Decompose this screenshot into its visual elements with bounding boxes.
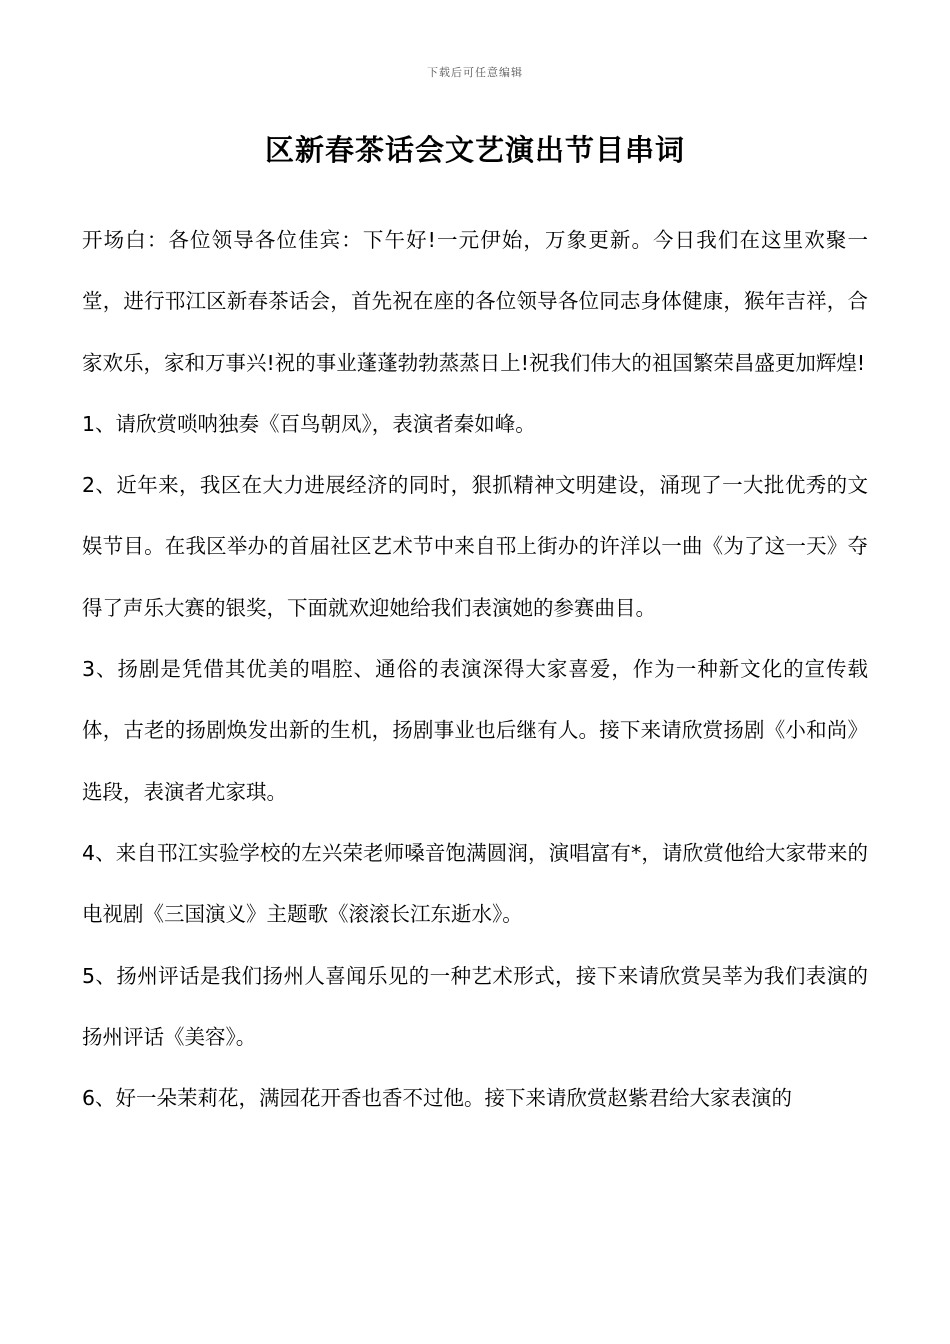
paragraph-item-1: 1、请欣赏唢呐独奏《百鸟朝凤》，表演者秦如峰。 (82, 411, 536, 436)
paragraph-item-4: 4、来自邗江实验学校的左兴荣老师嗓音饱满圆润，演唱富有*，请欣赏他给大家带来的电视剧《三国演义》主题歌《滚滚长江东逝水》。 (82, 840, 868, 927)
paragraph-opening: 开场白：各位领导各位佳宾：下午好!一元伊始，万象更新。今日我们在这里欢聚一堂，进行邗江区新春茶话会，首先祝在座的各位领导各位同志身体健康，猴年吉祥，合家欢乐，家和万事兴!祝的事业蓬蓬勃勃蒸蒸日上!祝我们伟大的祖国繁荣昌盛更加辉煌! (82, 228, 868, 375)
document-title: 区新春茶话会文艺演出节目串词 (264, 133, 685, 167)
paragraph-item-5: 5、扬州评话是我们扬州人喜闻乐见的一种艺术形式，接下来请欣赏吴莘为我们表演的扬州评话《美容》。 (82, 963, 868, 1049)
paragraph-item-6: 6、好一朵茉莉花，满园花开香也香不过他。接下来请欣赏赵紫君给大家表演的 (82, 1086, 793, 1111)
paragraph-item-3: 3、扬剧是凭借其优美的唱腔、通俗的表演深得大家喜爱，作为一种新文化的宣传载体，古老的扬剧焕发出新的生机，扬剧事业也后继有人。接下来请欣赏扬剧《小和尚》选段，表演者尤家琪。 (82, 657, 868, 804)
header-note: 下载后可任意编辑 (427, 66, 523, 79)
document-body (82, 210, 868, 1129)
paragraph-item-2: 2、近年来，我区在大力进展经济的同时，狠抓精神文明建设，涌现了一大批优秀的文娱节目。在我区举办的首届社区艺术节中来自邗上街办的许洋以一曲《为了这一天》夺得了声乐大赛的银奖，下面就欢迎她给我们表演她的参赛曲目。 (82, 473, 868, 620)
